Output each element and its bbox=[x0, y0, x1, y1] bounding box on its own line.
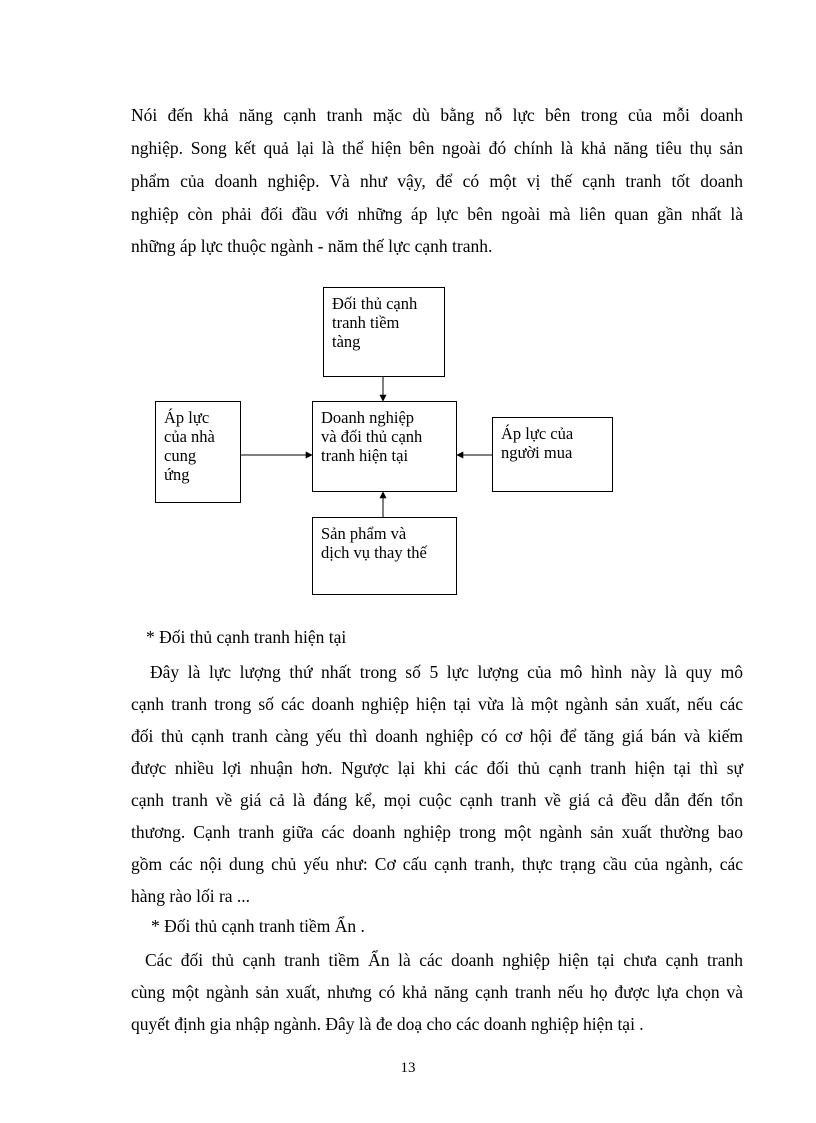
box-line: Áp lực bbox=[164, 408, 210, 427]
text-line: phẩm của doanh nghiệp. Và như vậy, để có một vị thế cạnh tranh tốt doanh bbox=[131, 171, 743, 191]
section-heading: * Đối thủ cạnh tranh tiềm Ẩn . bbox=[151, 916, 365, 936]
box-potential-competitors bbox=[323, 287, 445, 377]
text-line: hàng rào lối ra ... bbox=[131, 886, 251, 906]
text-line: những áp lực thuộc ngành - năm thế lực cạnh tranh. bbox=[131, 236, 493, 256]
text-line: Đây là lực lượng thứ nhất trong số 5 lực lượng của mô hình này là quy mô bbox=[150, 662, 743, 682]
text-line: nghiệp. Song kết quả lại là thể hiện bên ngoài đó chính là khả năng tiêu thụ sản bbox=[131, 138, 743, 158]
box-line: ứng bbox=[164, 465, 190, 484]
box-line: Đối thủ cạnh bbox=[332, 294, 418, 313]
text-line: Nói đến khả năng cạnh tranh mặc dù bằng nỗ lực bên trong của mỗi doanh bbox=[131, 105, 743, 125]
box-buyer-power bbox=[492, 417, 613, 492]
box-line: tàng bbox=[332, 332, 361, 351]
text-line: cạnh tranh trong số các doanh nghiệp hiện tại vừa là một ngành sản xuất, nếu các bbox=[131, 694, 743, 714]
text-line: cạnh tranh về giá cả là đáng kể, mọi cuộc cạnh tranh về giá cả đều dẫn đến tổn bbox=[131, 790, 743, 810]
box-line: của nhà bbox=[164, 427, 215, 446]
box-line: Doanh nghiệp bbox=[321, 408, 415, 427]
page-number: 13 bbox=[400, 1060, 416, 1076]
box-substitutes bbox=[312, 517, 457, 595]
section-heading: * Đối thủ cạnh tranh hiện tại bbox=[146, 627, 347, 647]
box-line: Áp lực của bbox=[501, 424, 574, 443]
text-line: cùng một ngành sản xuất, nhưng có khả năng cạnh tranh nếu họ được lựa chọn và bbox=[131, 982, 743, 1002]
box-line: tranh hiện tại bbox=[321, 446, 409, 465]
box-line: tranh tiềm bbox=[332, 313, 400, 332]
box-line: người mua bbox=[501, 443, 573, 462]
box-supplier-power bbox=[155, 401, 241, 503]
text-line: được nhiều lợi nhuận hơn. Ngược lại khi các đối thủ cạnh tranh hiện tại thì sự bbox=[131, 758, 743, 778]
text-line: thương. Cạnh tranh giữa các doanh nghiệp trong một ngành sản xuất thường bao bbox=[131, 822, 743, 842]
text-line: quyết định gia nhập ngành. Đây là đe doạ cho các doanh nghiệp hiện tại . bbox=[131, 1014, 644, 1034]
box-line: Sản phẩm và bbox=[321, 524, 407, 543]
text-line: gồm các nội dung chủ yếu như: Cơ cấu cạnh tranh, thực trạng cầu của ngành, các bbox=[131, 854, 743, 874]
text-line: nghiệp còn phải đối đầu với những áp lực bên ngoài mà liên quan gần nhất là bbox=[131, 204, 743, 224]
box-line: và đối thủ cạnh bbox=[321, 427, 423, 446]
box-firm-and-rivals bbox=[312, 401, 457, 492]
box-line: cung bbox=[164, 446, 197, 465]
text-line: Các đối thủ cạnh tranh tiềm Ẩn là các doanh nghiệp hiện tại chưa cạnh tranh bbox=[145, 950, 743, 970]
text-line: đối thủ cạnh tranh càng yếu thì doanh nghiệp có cơ hội để tăng giá bán và kiếm bbox=[131, 726, 743, 746]
box-line: dịch vụ thay thế bbox=[321, 543, 427, 562]
